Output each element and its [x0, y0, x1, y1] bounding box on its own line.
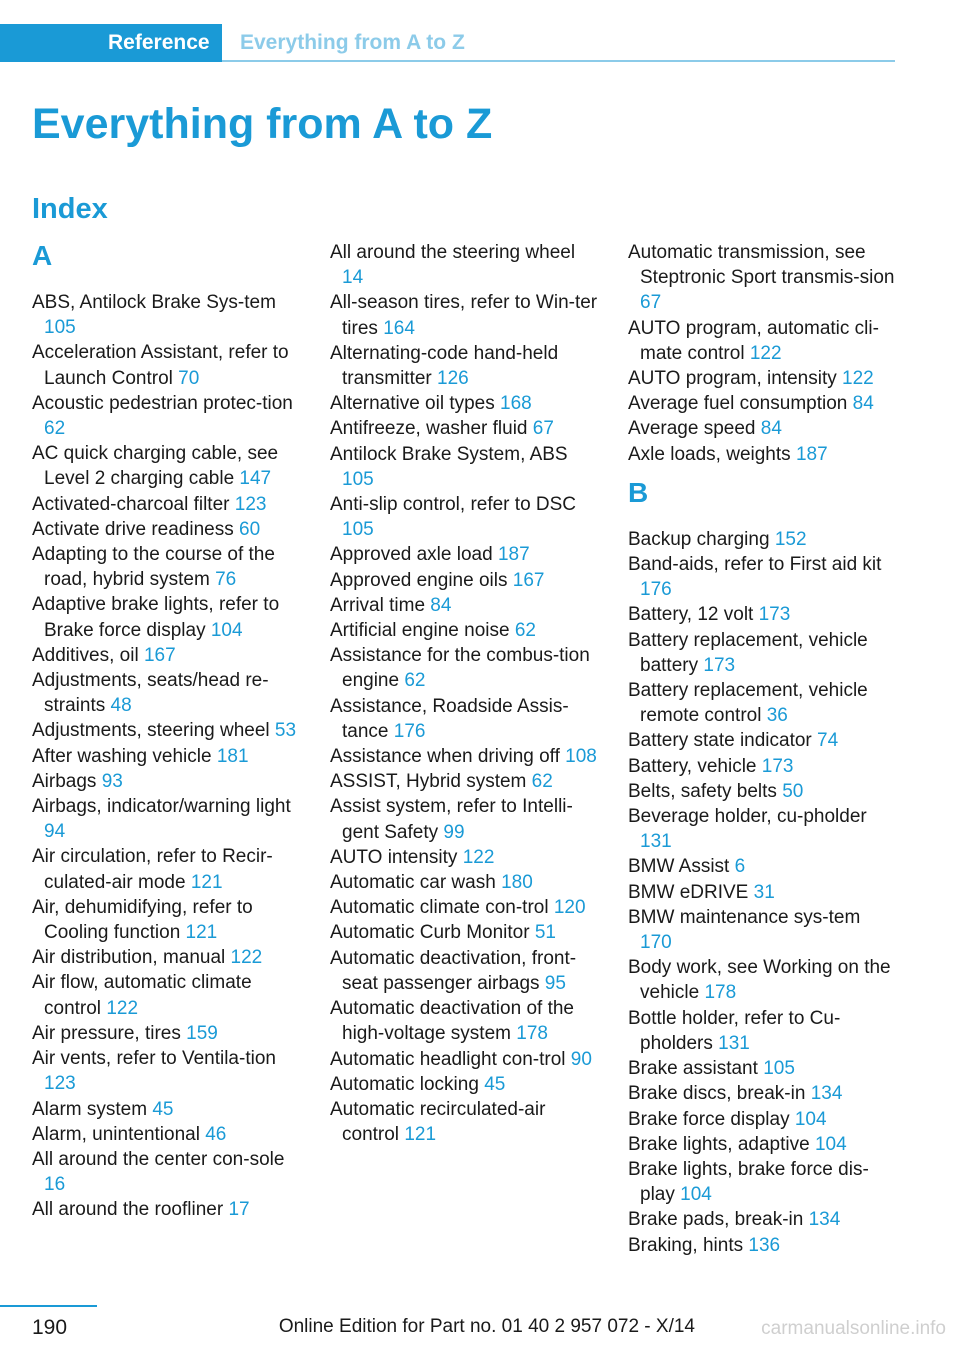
- running-header: [0, 24, 895, 62]
- index-entry-text: AUTO intensity: [330, 846, 458, 868]
- index-entry: [628, 1157, 896, 1207]
- index-entry-text: Average speed: [628, 418, 756, 440]
- index-entry-text: Beverage holder, cu-pholder: [628, 806, 867, 828]
- index-page-link[interactable]: 70: [178, 367, 200, 389]
- index-entry-text: Axle loads, weights: [628, 443, 791, 465]
- index-entry-text: Airbags: [32, 770, 97, 792]
- index-page-link[interactable]: 187: [497, 544, 530, 566]
- index-entry: [628, 316, 896, 366]
- index-page-link[interactable]: 31: [753, 881, 775, 903]
- index-entry: [628, 1056, 896, 1081]
- index-entry: [330, 391, 598, 416]
- index-page-link[interactable]: 122: [230, 947, 263, 969]
- index-entry: [32, 1122, 300, 1147]
- index-page-link[interactable]: 176: [640, 579, 672, 601]
- index-page-link[interactable]: 181: [216, 745, 249, 767]
- index-entry: [330, 845, 598, 870]
- index-entry-text: Artificial engine noise: [330, 620, 510, 642]
- index-entry-text: Acceleration Assistant, refer to Launch Control: [32, 342, 289, 389]
- index-page-link[interactable]: 134: [808, 1209, 841, 1231]
- index-page-link[interactable]: 53: [274, 720, 297, 742]
- index-entry: [628, 240, 896, 316]
- index-entry: [32, 945, 300, 970]
- index-entry: [330, 492, 598, 542]
- index-entry-text: Braking, hints: [628, 1234, 744, 1256]
- index-entry-text: Air flow, automatic climate control: [32, 972, 252, 1019]
- index-entry-text: AUTO program, automatic cli-mate control: [628, 317, 879, 364]
- index-entry: [330, 568, 598, 593]
- index-entry: [32, 643, 300, 668]
- index-entry-text: AUTO program, intensity: [628, 368, 837, 390]
- index-page-link[interactable]: 6: [734, 856, 746, 878]
- index-entry: [330, 769, 598, 794]
- index-entry: [330, 870, 598, 895]
- index-column-3: [628, 240, 896, 1258]
- index-entry-text: Brake assistant: [628, 1058, 758, 1080]
- index-page-link[interactable]: 84: [852, 393, 874, 415]
- index-page-link[interactable]: 167: [512, 569, 545, 591]
- index-entry-text: Automatic transmission, see Steptronic Sport transmis-sion: [628, 242, 895, 289]
- index-entry-text: Battery replacement, vehicle battery: [628, 629, 868, 676]
- index-entry: [628, 1207, 896, 1232]
- index-entry-text: Alarm, unintentional: [32, 1123, 200, 1145]
- index-page-link[interactable]: 134: [810, 1083, 843, 1105]
- index-entry: [32, 1021, 300, 1046]
- index-page-link[interactable]: 14: [342, 267, 364, 289]
- index-page-link[interactable]: 45: [152, 1098, 174, 1120]
- index-entry: [32, 1197, 300, 1222]
- header-rule: [222, 60, 895, 62]
- index-entry: [32, 492, 300, 517]
- index-entry: [628, 905, 896, 955]
- index-entry: [330, 593, 598, 618]
- index-entry-list: [32, 290, 300, 1223]
- index-page-link[interactable]: 131: [640, 831, 672, 853]
- index-entry: [628, 728, 896, 753]
- index-page-link[interactable]: 121: [404, 1124, 437, 1146]
- index-page-link[interactable]: 108: [565, 746, 597, 768]
- index-entry: [330, 996, 598, 1046]
- index-page-link[interactable]: 120: [553, 897, 586, 919]
- index-entry-text: Alternating-code hand-held transmitter: [330, 342, 559, 390]
- index-page-link[interactable]: 50: [782, 780, 804, 802]
- index-page-link[interactable]: 104: [210, 619, 243, 641]
- index-page-link[interactable]: 176: [393, 720, 426, 742]
- index-entry: [32, 718, 300, 743]
- index-entry: [32, 542, 300, 592]
- index-page-link[interactable]: 168: [500, 393, 532, 415]
- index-entry: [330, 794, 598, 844]
- index-entry: [32, 769, 300, 794]
- index-entry: [330, 618, 598, 643]
- index-entry-text: Bottle holder, refer to Cu-pholders: [628, 1007, 841, 1054]
- index-entry: [32, 1046, 300, 1096]
- index-page-link[interactable]: 105: [342, 468, 374, 490]
- index-page-link[interactable]: 178: [704, 982, 737, 1004]
- index-entry-text: Antilock Brake System, ABS: [330, 443, 568, 465]
- index-page-link[interactable]: 136: [748, 1234, 781, 1256]
- index-entry: [330, 442, 598, 492]
- index-entry: [628, 779, 896, 804]
- index-entry: [330, 542, 598, 567]
- index-entry: [330, 416, 598, 441]
- index-page-link[interactable]: 45: [484, 1073, 506, 1095]
- index-page-link[interactable]: 67: [532, 418, 554, 440]
- index-entry-text: Brake lights, brake force dis-play: [628, 1158, 869, 1206]
- index-entry: [330, 946, 598, 996]
- index-entry: [330, 1072, 598, 1097]
- index-entry: [330, 1097, 598, 1147]
- index-page-link[interactable]: 131: [718, 1032, 750, 1054]
- index-page-link[interactable]: 121: [190, 871, 223, 893]
- index-entry-text: Alternative oil types: [330, 393, 495, 415]
- index-entry-text: Battery, 12 volt: [628, 604, 754, 626]
- index-page-link[interactable]: 164: [383, 317, 415, 339]
- index-page-link[interactable]: 170: [640, 932, 672, 954]
- index-page-link[interactable]: 46: [205, 1123, 227, 1145]
- index-entry: [32, 517, 300, 542]
- index-entry-text: Band-aids, refer to First aid kit: [628, 554, 882, 576]
- index-page-link[interactable]: 105: [763, 1058, 795, 1080]
- index-entry-text: Assistance, Roadside Assis-tance: [330, 695, 569, 742]
- index-entry: [32, 441, 300, 491]
- index-page-link[interactable]: 99: [443, 821, 465, 843]
- index-entry-text: Air, dehumidifying, refer to Cooling function: [32, 896, 253, 944]
- index-entry-text: Air circulation, refer to Recir-culated-air mode: [32, 846, 273, 893]
- index-page-link[interactable]: 180: [501, 872, 533, 894]
- index-page-link[interactable]: 16: [44, 1174, 66, 1196]
- index-page-link[interactable]: 122: [842, 368, 874, 390]
- index-page-link[interactable]: 173: [758, 604, 791, 626]
- index-entry-list: [628, 527, 896, 1258]
- index-entry: [628, 955, 896, 1005]
- index-page-link[interactable]: 126: [437, 368, 469, 390]
- index-entry: [628, 628, 896, 678]
- index-entry: [330, 290, 598, 340]
- index-page-link[interactable]: 62: [531, 771, 553, 793]
- index-entry: [330, 1047, 598, 1072]
- section-title: Index: [32, 193, 108, 225]
- footer-edition: Online Edition for Part no. 01 40 2 957 072 - X/14: [278, 1316, 695, 1337]
- index-letter-heading: A: [32, 240, 53, 271]
- index-entry-text: Air vents, refer to Ventila-tion: [32, 1048, 276, 1070]
- index-page-link[interactable]: 105: [342, 519, 374, 541]
- header-tab-reference: Reference: [0, 24, 222, 62]
- index-entry: [32, 592, 300, 642]
- index-entry-text: Assist system, refer to Intelli-gent Safety: [330, 796, 573, 843]
- index-page-link[interactable]: 36: [766, 705, 788, 727]
- index-entry-text: Air distribution, manual: [32, 947, 226, 969]
- index-entry: [628, 880, 896, 905]
- index-entry: [628, 416, 896, 441]
- index-entry-text: Average fuel consumption: [628, 393, 848, 415]
- index-column-1: [32, 240, 300, 1223]
- index-page-link[interactable]: 95: [544, 972, 566, 994]
- index-page-link[interactable]: 93: [101, 770, 123, 792]
- index-page-link[interactable]: 60: [239, 518, 261, 540]
- index-page-link[interactable]: 178: [516, 1023, 548, 1045]
- index-page-link[interactable]: 67: [640, 292, 662, 314]
- index-page-link[interactable]: 90: [570, 1048, 592, 1070]
- index-entry: [628, 391, 896, 416]
- index-entry-text: Battery replacement, vehicle remote control: [628, 680, 868, 727]
- index-page-link[interactable]: 17: [228, 1199, 250, 1221]
- index-entry-text: Automatic climate con-trol: [330, 897, 549, 919]
- index-entry-text: All-season tires, refer to Win-ter tires: [330, 292, 598, 339]
- index-page-link[interactable]: 123: [44, 1073, 76, 1095]
- index-entry-text: Airbags, indicator/warning light: [32, 796, 291, 818]
- index-entry-text: BMW maintenance sys-tem: [628, 906, 861, 928]
- index-entry-text: Adjustments, steering wheel: [32, 720, 270, 742]
- index-entry-text: Automatic Curb Monitor: [330, 922, 530, 944]
- index-entry: [32, 1097, 300, 1122]
- index-entry-text: All around the steering wheel: [330, 242, 576, 263]
- index-page-link[interactable]: 173: [703, 654, 736, 676]
- index-page-link[interactable]: 122: [106, 997, 139, 1019]
- index-entry-text: Body work, see Working on the vehicle: [628, 957, 891, 1004]
- index-page-link[interactable]: 123: [234, 493, 267, 515]
- index-entry: [32, 895, 300, 945]
- index-page-link[interactable]: 122: [462, 846, 495, 868]
- index-page-link[interactable]: 104: [814, 1133, 847, 1155]
- index-entry: [628, 854, 896, 879]
- index-entry: [330, 341, 598, 391]
- index-page-link[interactable]: 147: [239, 468, 272, 490]
- index-entry-text: Approved engine oils: [330, 569, 508, 591]
- index-column-2: [330, 240, 598, 1147]
- index-entry-text: Adjustments, seats/head re-straints: [32, 670, 269, 717]
- index-letter-heading: B: [628, 476, 649, 508]
- page-title: Everything from A to Z: [32, 100, 493, 148]
- index-entry: [330, 895, 598, 920]
- index-entry-text: After washing vehicle: [32, 745, 212, 767]
- index-page-link[interactable]: 104: [680, 1184, 712, 1206]
- index-entry-text: Automatic locking: [330, 1073, 479, 1095]
- index-entry: [32, 744, 300, 769]
- index-entry: [330, 643, 598, 693]
- index-entry: [628, 1107, 896, 1132]
- index-page-link[interactable]: 173: [761, 755, 794, 777]
- index-entry: [32, 391, 300, 441]
- index-entry: [628, 1006, 896, 1056]
- index-page-link[interactable]: 74: [817, 730, 839, 752]
- index-entry: [32, 290, 300, 340]
- index-entry: [32, 794, 300, 844]
- index-entry-text: Automatic recirculated-air control: [330, 1098, 546, 1146]
- footer-rule: [0, 1305, 97, 1307]
- index-entry-text: Air pressure, tires: [32, 1022, 181, 1044]
- index-page-link[interactable]: 94: [44, 821, 66, 843]
- index-entry: [628, 366, 896, 391]
- index-entry: [628, 442, 896, 467]
- index-entry-text: All around the center con-sole: [32, 1148, 285, 1170]
- index-entry-text: All around the roofliner: [32, 1199, 224, 1221]
- index-entry-text: Automatic deactivation of the high-voltage system: [330, 998, 574, 1045]
- page-number: 190: [32, 1316, 68, 1339]
- index-entry: [628, 527, 896, 552]
- header-section-title: Everything from A to Z: [240, 31, 465, 54]
- index-page-link[interactable]: 187: [795, 443, 828, 465]
- index-entry-text: Battery state indicator: [628, 730, 812, 752]
- index-entry-text: Additives, oil: [32, 644, 139, 666]
- index-page-link[interactable]: 104: [794, 1108, 827, 1130]
- index-entry: [330, 920, 598, 945]
- index-entry-text: Backup charging: [628, 528, 770, 550]
- index-entry-text: Approved axle load: [330, 544, 493, 566]
- index-page-link[interactable]: 122: [749, 342, 782, 364]
- index-entry-text: Assistance when driving off: [330, 746, 560, 768]
- index-entry-text: Arrival time: [330, 594, 426, 616]
- index-entry: [32, 970, 300, 1020]
- index-entry-list: [330, 240, 598, 1147]
- index-page-link[interactable]: 62: [514, 620, 536, 642]
- index-entry-text: Antifreeze, washer fluid: [330, 418, 528, 440]
- index-entry-text: BMW eDRIVE: [628, 881, 749, 903]
- index-page-link[interactable]: 84: [430, 594, 452, 616]
- index-entry-text: ABS, Antilock Brake Sys-tem: [32, 292, 276, 313]
- index-entry: [330, 744, 598, 769]
- index-entry-text: Brake discs, break-in: [628, 1083, 806, 1105]
- index-page-link[interactable]: 105: [44, 317, 76, 339]
- index-entry: [628, 804, 896, 854]
- index-page-link[interactable]: 121: [185, 922, 218, 944]
- index-entry-text: AC quick charging cable, see Level 2 charging cable: [32, 443, 279, 490]
- watermark: carmanualsonline.info: [761, 1318, 946, 1339]
- index-page-link[interactable]: 159: [186, 1022, 218, 1044]
- index-page-link[interactable]: 62: [44, 418, 66, 440]
- index-entry: [628, 754, 896, 779]
- index-entry-text: Brake pads, break-in: [628, 1209, 804, 1231]
- index-entry-text: Automatic headlight con-trol: [330, 1048, 566, 1070]
- index-entry: [32, 340, 300, 390]
- index-entry: [330, 240, 598, 290]
- index-page-link[interactable]: 152: [774, 528, 807, 550]
- index-entry-text: Adaptive brake lights, refer to Brake force display: [32, 594, 280, 641]
- index-entry: [628, 1132, 896, 1157]
- index-entry-text: ASSIST, Hybrid system: [330, 771, 527, 793]
- index-entry-text: Belts, safety belts: [628, 780, 777, 802]
- index-entry: [32, 1147, 300, 1197]
- index-entry-text: Activate drive readiness: [32, 518, 234, 540]
- index-entry-text: Battery, vehicle: [628, 755, 757, 777]
- index-entry-text: BMW Assist: [628, 856, 730, 878]
- index-entry: [628, 678, 896, 728]
- index-entry-text: Automatic car wash: [330, 872, 496, 894]
- index-entry: [628, 1081, 896, 1106]
- index-page-link[interactable]: 62: [404, 670, 426, 692]
- index-entry: [628, 552, 896, 602]
- index-entry: [628, 602, 896, 627]
- index-entry-text: Assistance for the combus-tion engine: [330, 645, 590, 692]
- index-entry-text: Brake force display: [628, 1108, 790, 1130]
- index-entry-text: Brake lights, adaptive: [628, 1133, 810, 1155]
- index-entry-text: Adapting to the course of the road, hybrid system: [32, 544, 275, 591]
- index-entry-list: [628, 240, 896, 467]
- index-page-link[interactable]: 167: [143, 644, 176, 666]
- index-page-link[interactable]: 51: [534, 922, 556, 944]
- index-entry-text: Anti-slip control, refer to DSC: [330, 494, 577, 516]
- index-entry-text: Acoustic pedestrian protec-tion: [32, 392, 293, 414]
- index-entry-text: Alarm system: [32, 1098, 148, 1120]
- index-entry: [32, 668, 300, 718]
- index-entry-text: Activated-charcoal filter: [32, 493, 230, 515]
- index-entry: [330, 694, 598, 744]
- index-page-link[interactable]: 48: [110, 695, 132, 717]
- index-entry-text: Automatic deactivation, front-seat passenger airbags: [330, 947, 577, 994]
- index-entry: [32, 844, 300, 894]
- index-page-link[interactable]: 84: [760, 418, 782, 440]
- index-entry: [628, 1233, 896, 1258]
- index-page-link[interactable]: 76: [215, 569, 237, 591]
